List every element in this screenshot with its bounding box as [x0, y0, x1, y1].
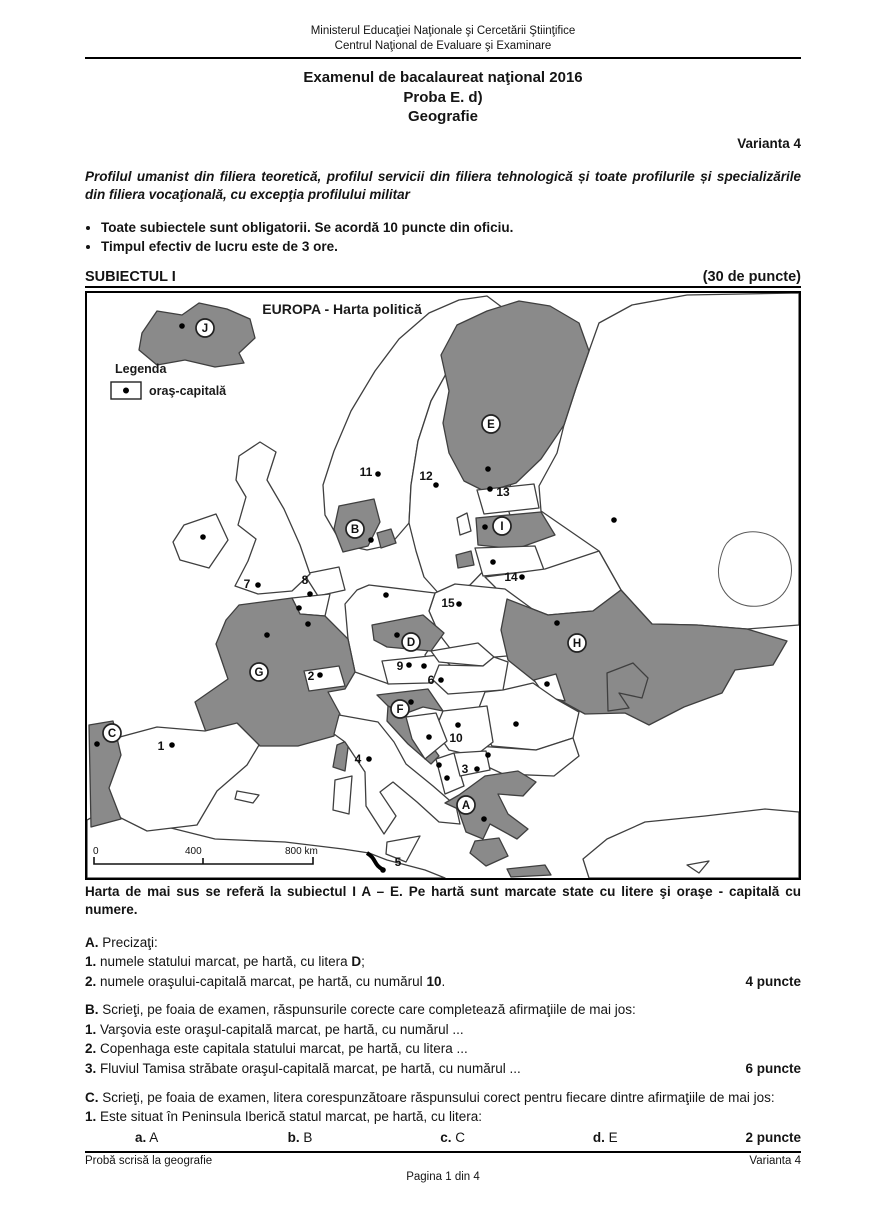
capital-dot-brussels	[296, 605, 302, 611]
footer-page-number: Pagina 1 din 4	[406, 1171, 480, 1183]
capital-dot-helsinki	[485, 466, 491, 472]
subject1-points: (30 de puncte)	[702, 268, 801, 285]
country-iceland	[139, 303, 255, 367]
map-letter-J	[196, 319, 214, 337]
map-letter-text: C	[107, 727, 117, 740]
capital-dot-moscow	[611, 517, 617, 523]
map-letter-A	[457, 796, 475, 814]
capital-dot-zagreb	[408, 699, 414, 705]
section-b-intro: B. Scrieţi, pe foaia de examen, răspunsurile corecte care completează afirmaţiile de mai jos:	[85, 1002, 636, 1018]
map-letter-F	[391, 700, 409, 718]
island-sicily	[386, 836, 420, 862]
capital-dot	[438, 677, 444, 683]
points-label: 2 puncte	[745, 1129, 802, 1145]
exam-title-block	[85, 68, 801, 127]
scale-label-800: 800 km	[285, 845, 318, 857]
question-text: 2. Copenhaga este capitala statului marcat, pe hartă, cu litera ...	[85, 1041, 468, 1057]
capital-dot	[455, 722, 461, 728]
capital-number-label: 3	[461, 761, 469, 776]
question-line	[85, 1107, 801, 1127]
points-label: 4 puncte	[745, 973, 801, 989]
capital-dot-reykjavik	[179, 323, 185, 329]
instruction-item: • Toate subiectele sunt obligatorii. Se acordă 10 puncte din oficiu.	[101, 220, 801, 235]
capital-number-label: 12	[419, 468, 433, 483]
map-letter-B	[346, 520, 364, 538]
map-letter-I	[493, 517, 511, 535]
instruction-item: • Timpul efectiv de lucru este de 3 ore.	[101, 239, 801, 254]
capital-number-label: 10	[449, 730, 463, 745]
exam-proba: Proba E. d)	[403, 88, 483, 106]
scale-label-0: 0	[93, 845, 99, 857]
map-letter-text: B	[350, 523, 360, 536]
island-balearics	[235, 791, 259, 803]
capital-dot-berlin	[383, 592, 389, 598]
capital-dot-luxembourg	[305, 621, 311, 627]
country-shapes	[87, 293, 799, 878]
points-label: 6 puncte	[745, 1061, 801, 1077]
map-letter-text: F	[396, 703, 404, 716]
capital-dot-prague	[394, 632, 400, 638]
map-caption: Harta de mai sus se referă la subiectul I A – E. Pe hartă sunt marcate state cu litere şi oraşe - capitală cu numere.	[85, 883, 801, 917]
header-divider	[85, 57, 801, 59]
capital-dot-lisbon	[94, 741, 100, 747]
map-letter-text: A	[461, 799, 471, 812]
capital-dot	[307, 591, 313, 597]
capital-number-label: 4	[354, 751, 362, 766]
capital-dot	[433, 482, 439, 488]
variant-label: Varianta 4	[737, 136, 801, 152]
capital-dot	[519, 574, 525, 580]
capital-number-label: 15	[441, 595, 455, 610]
capital-dot-athens	[481, 816, 487, 822]
answer-option: c. C	[440, 1129, 466, 1145]
map-letter-C	[103, 724, 121, 742]
capital-dot-vilnius	[490, 559, 496, 565]
capital-dot-sofia	[485, 752, 491, 758]
country-macedonia	[454, 751, 490, 776]
capital-dot	[366, 756, 372, 762]
capital-dot	[474, 766, 480, 772]
question-text: 1. Varşovia este oraşul-capitală marcat, pe hartă, cu numărul ...	[85, 1021, 464, 1037]
capital-dot-sarajevo	[426, 734, 432, 740]
question-line	[85, 1039, 801, 1059]
map-letter-text: J	[201, 322, 209, 335]
question-line	[85, 1020, 801, 1040]
capital-dot-kyiv	[554, 620, 560, 626]
island-crete	[507, 865, 551, 877]
map-letter-text: E	[487, 418, 495, 431]
legend-capital-dot	[123, 387, 129, 393]
map-letter-text: G	[254, 666, 264, 679]
capital-dot-chisinau	[544, 681, 550, 687]
capital-dot	[375, 471, 381, 477]
exam-title: Examenul de bacalaureat naţional 2016	[303, 68, 583, 86]
section-a	[85, 933, 801, 992]
question-text: 3. Fluviul Tamisa străbate oraşul-capitală marcat, pe hartă, cu numărul ...	[85, 1061, 521, 1077]
peninsula-peloponnese	[470, 838, 508, 866]
legend-item-label: oraş-capitală	[149, 383, 227, 398]
capital-dot	[487, 486, 493, 492]
answer-option: d. E	[592, 1129, 618, 1145]
ministry-header	[85, 24, 801, 54]
ministry-line1: Ministerul Educaţiei Naţionale şi Cercetării Ştiinţifice	[310, 25, 576, 37]
capital-dot	[317, 672, 323, 678]
question-line	[85, 972, 801, 992]
answer-options-row	[85, 1128, 801, 1148]
question-line	[85, 1059, 801, 1079]
europe-map	[85, 291, 801, 880]
subject1-header	[85, 269, 801, 288]
capital-dot	[421, 663, 427, 669]
subject1-title: SUBIECTUL I	[85, 268, 176, 285]
map-title: EUROPA - Harta politică	[262, 300, 422, 317]
capital-number-label: 11	[359, 464, 373, 479]
map-letter-D	[402, 633, 420, 651]
section-a-intro: A. Precizaţi:	[85, 934, 158, 950]
answer-option: b. B	[287, 1129, 313, 1145]
footer-left: Probă scrisă la geografie	[85, 1155, 213, 1167]
instruction-list	[101, 220, 801, 254]
answer-option: a. A	[135, 1129, 159, 1145]
country-ireland	[173, 514, 228, 568]
question-text: 2. numele oraşului-capitală marcat, pe hartă, cu numărul 10.	[85, 973, 446, 989]
country-latvia	[476, 512, 555, 549]
capital-dot	[456, 601, 462, 607]
capital-dot	[380, 867, 386, 873]
capital-number-label: 14	[504, 569, 518, 584]
capital-dot-dublin	[200, 534, 206, 540]
footer-right: Varianta 4	[749, 1155, 801, 1167]
map-legend	[111, 362, 227, 399]
capital-dot-podgorica	[436, 762, 442, 768]
map-letter-text: I	[500, 520, 504, 533]
page-footer	[85, 1151, 801, 1183]
capital-number-label: 7	[243, 576, 251, 591]
capital-number-label: 6	[427, 672, 435, 687]
question-text: 1. numele statului marcat, pe hartă, cu litera D;	[85, 954, 365, 970]
country-spain	[99, 723, 259, 831]
capital-number-label: 9	[396, 658, 404, 673]
legend-title: Legenda	[115, 361, 167, 376]
capital-dot-bucharest	[513, 721, 519, 727]
exam-discipline: Geografie	[407, 108, 479, 126]
capital-dot-copenhagen	[368, 537, 374, 543]
country-united-kingdom	[235, 442, 310, 594]
capital-dot-paris	[264, 632, 270, 638]
island-sardinia	[333, 776, 352, 814]
europe-map-svg	[87, 293, 799, 878]
scale-label-400: 400	[185, 845, 202, 857]
capital-number-label: 13	[496, 484, 510, 499]
question-text: 1. Este situat în Peninsula Iberică statul marcat, pe hartă, cu litera:	[85, 1109, 482, 1125]
capital-dot-riga	[482, 524, 488, 530]
capital-number-label: 8	[301, 572, 309, 587]
map-letter-G	[250, 663, 268, 681]
map-letter-text: D	[406, 636, 416, 649]
map-letter-text: H	[572, 637, 582, 650]
capital-number-label: 2	[307, 668, 315, 683]
map-letter-H	[568, 634, 586, 652]
profile-note: Profilul umanist din filiera teoretică, profilul servicii din filiera tehnologică și toate profilurile și specializările din filiera vocaţională, cu excepţia profilului militar	[85, 169, 801, 203]
ministry-line2: Centrul Naţional de Evaluare şi Examinare	[334, 39, 552, 52]
capital-dot	[255, 582, 261, 588]
section-c-intro: C. Scrieţi, pe foaia de examen, litera corespunzătoare răspunsului corect pentru fiecare dintre afirmaţiile de mai jos:	[85, 1089, 775, 1105]
capital-dot-tirana	[444, 775, 450, 781]
question-line	[85, 952, 801, 972]
map-letter-E	[482, 415, 500, 433]
capital-dot	[169, 742, 175, 748]
capital-dot	[406, 662, 412, 668]
capital-number-label: 1	[157, 738, 165, 753]
section-b	[85, 1000, 801, 1078]
section-c	[85, 1088, 801, 1148]
capital-number-label: 5	[394, 854, 402, 869]
